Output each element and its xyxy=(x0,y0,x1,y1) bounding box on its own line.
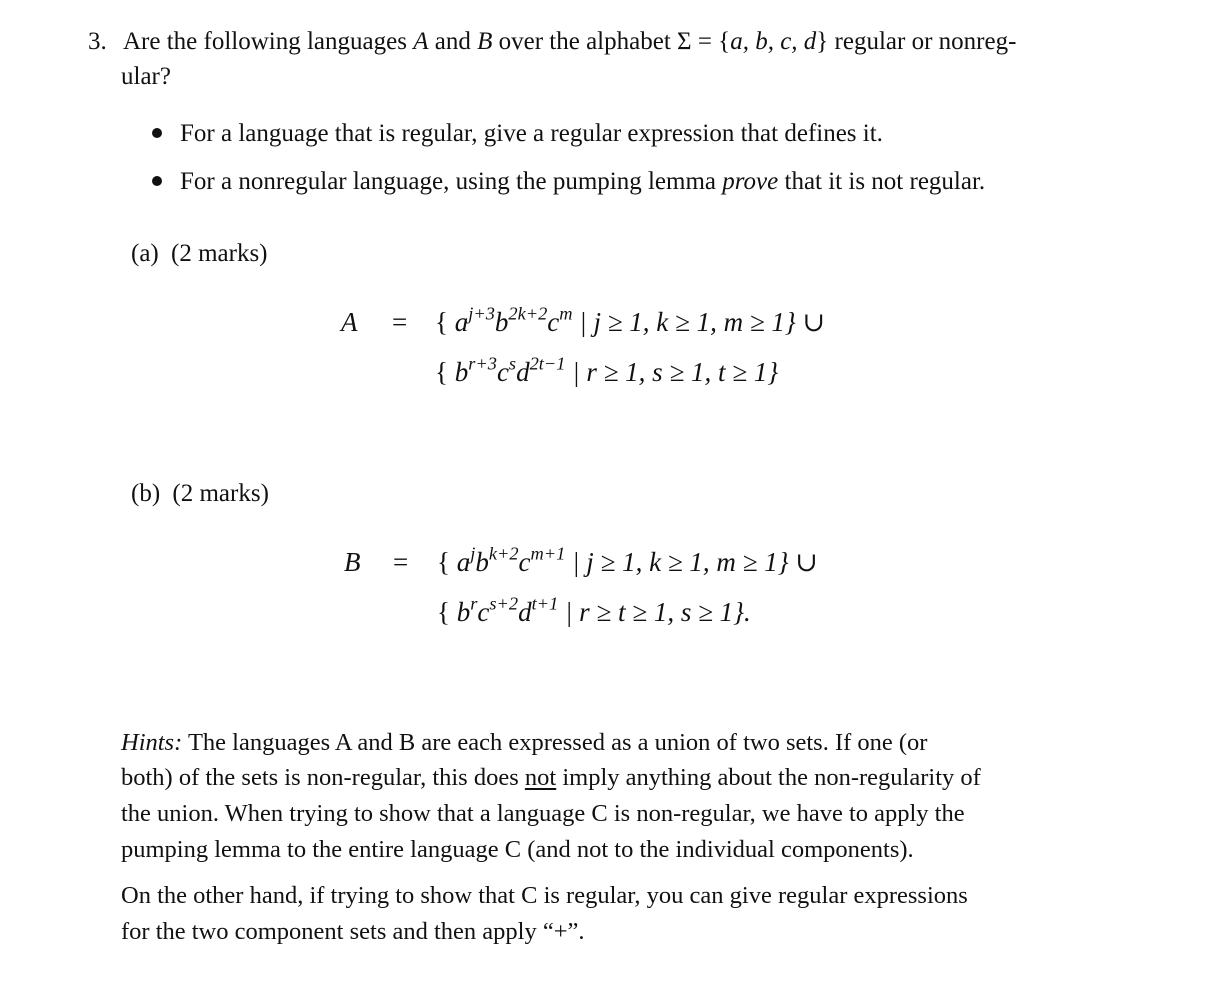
bullet-emph-prove: prove xyxy=(722,168,779,195)
hints-line-2 xyxy=(121,766,981,791)
symbol-c: c xyxy=(518,547,531,577)
intro-and: and xyxy=(434,28,471,55)
bullet-nonregular-after: that it is not regular. xyxy=(784,168,986,195)
lang-b-set-1 xyxy=(437,543,818,577)
part-a-marks: (2 marks) xyxy=(171,240,268,267)
alphabet-close: } xyxy=(816,28,829,55)
alphabet-set: a, b, c, d xyxy=(730,28,817,55)
intro-text-c: regular or nonreg- xyxy=(834,28,1017,55)
lang-a-symbol: A xyxy=(341,307,358,337)
question-line-2: ular? xyxy=(121,63,171,90)
symbol-c: c xyxy=(496,357,509,387)
hints-text-1: The languages A and B are each expressed as a union of two sets. If one (or xyxy=(187,729,928,756)
set-condition: | r ≥ t ≥ 1, s ≥ 1}. xyxy=(565,597,751,627)
symbol-c: c xyxy=(547,307,560,337)
hints-para2-line-1: On the other hand, if trying to show that C is regular, you can give regular expressions xyxy=(121,882,968,909)
bullet-nonregular-before: For a nonregular language, using the pumping lemma xyxy=(180,168,716,195)
lang-b-equals: = xyxy=(393,547,409,577)
symbol-d: d xyxy=(518,597,532,627)
intro-text-b: over the alphabet xyxy=(498,28,671,55)
symbol-a: a xyxy=(456,547,471,577)
hints-not-underlined: not xyxy=(524,764,557,791)
question-line-1 xyxy=(88,29,1016,54)
set-condition: | r ≥ 1, s ≥ 1, t ≥ 1} xyxy=(572,357,779,387)
brace-open: { xyxy=(435,357,448,387)
exp-b: r+3 xyxy=(468,353,497,374)
part-a-label: (a) xyxy=(131,240,159,267)
hints-line-3: the union. When trying to show that a language C is non-regular, we have to apply the xyxy=(121,800,965,827)
exp-b: k+2 xyxy=(488,543,519,564)
lang-a-equals: = xyxy=(392,307,408,337)
symbol-b: b xyxy=(456,597,471,627)
lang-a-set-2 xyxy=(435,353,779,387)
lang-b-name xyxy=(344,549,361,576)
part-a-heading xyxy=(131,241,268,266)
sigma-symbol: Σ = { xyxy=(677,28,731,55)
lang-b-symbol: B xyxy=(344,547,361,577)
question-number: 3. xyxy=(88,28,107,55)
hints-line-1 xyxy=(121,731,927,756)
exp-d: 2t−1 xyxy=(529,353,566,374)
lang-b-set-2 xyxy=(437,593,751,627)
part-b-heading xyxy=(131,481,269,506)
set-condition: | j ≥ 1, k ≥ 1, m ≥ 1} ∪ xyxy=(572,547,818,577)
var-B: B xyxy=(477,28,493,55)
set-condition: | j ≥ 1, k ≥ 1, m ≥ 1} ∪ xyxy=(579,307,826,337)
exp-b: 2k+2 xyxy=(508,303,548,324)
exp-a: j xyxy=(470,543,476,564)
brace-open: { xyxy=(437,547,450,577)
hints-para2-line-2: for the two component sets and then apply “+”. xyxy=(121,918,585,945)
brace-open: { xyxy=(435,307,448,337)
exp-c: s xyxy=(508,353,517,374)
exp-a: j+3 xyxy=(468,303,495,324)
exp-c: s+2 xyxy=(489,593,519,614)
part-b-marks: (2 marks) xyxy=(172,480,269,507)
brace-open: { xyxy=(437,597,450,627)
exp-c: m xyxy=(559,303,573,324)
hints-line-4: pumping lemma to the entire language C (and not to the individual components). xyxy=(121,836,914,863)
intro-text-a: Are the following languages xyxy=(123,28,407,55)
bullet-regular: For a language that is regular, give a regular expression that defines it. xyxy=(180,120,883,147)
lang-a-set-1 xyxy=(435,303,826,337)
bullet-icon xyxy=(152,176,162,186)
hints-text-2b: imply anything about the non-regularity of xyxy=(562,764,981,791)
symbol-b: b xyxy=(454,357,469,387)
exp-c: m+1 xyxy=(530,543,566,564)
symbol-b: b xyxy=(475,547,489,577)
symbol-d: d xyxy=(516,357,530,387)
bullet-nonregular xyxy=(180,169,985,194)
var-A: A xyxy=(413,28,429,55)
hints-text-2a: both) of the sets is non-regular, this does xyxy=(121,764,519,791)
symbol-b: b xyxy=(494,307,509,337)
lang-a-name xyxy=(341,309,358,336)
symbol-a: a xyxy=(454,307,469,337)
part-b-label: (b) xyxy=(131,480,161,507)
bullet-icon xyxy=(152,128,162,138)
symbol-c: c xyxy=(477,597,490,627)
hints-label: Hints: xyxy=(121,729,183,756)
exp-d: t+1 xyxy=(531,593,559,614)
exp-b: r xyxy=(470,593,478,614)
